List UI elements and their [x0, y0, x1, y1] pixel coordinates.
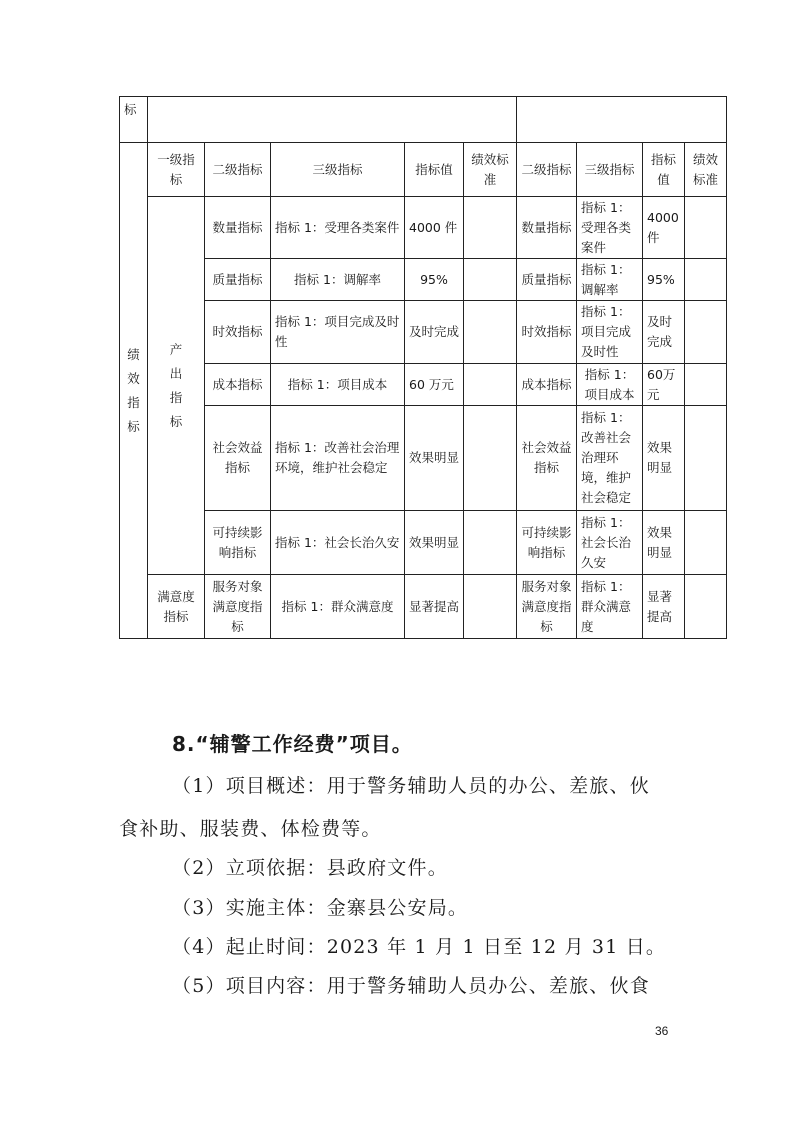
table-row [120, 511, 727, 575]
r-value-cell: 效果明显 [643, 406, 685, 511]
r-value-cell: 显著提高 [643, 575, 685, 639]
level3-cell: 指标 1：社会长治久安 [271, 511, 405, 575]
level2-cell: 服务对象满意度指标 [205, 575, 271, 639]
page-number: 36 [655, 1024, 669, 1038]
level2-cell: 成本指标 [205, 364, 271, 406]
value-cell: 效果明显 [405, 406, 464, 511]
table-row [120, 97, 727, 143]
level3-cell: 指标 1：项目成本 [271, 364, 405, 406]
r-standard-cell [685, 406, 727, 511]
table-row [120, 575, 727, 639]
r-standard-cell [685, 511, 727, 575]
header-r-value: 指标值 [643, 143, 685, 197]
section-heading: 8.“辅警工作经费”项目。 [172, 732, 413, 756]
level3-cell: 指标 1：受理各类案件 [271, 197, 405, 259]
standard-cell [464, 259, 517, 301]
r-level2-cell: 社会效益指标 [517, 406, 577, 511]
paragraph-line: （3）实施主体：金寨县公安局。 [172, 897, 469, 919]
satisfaction-level1-cell: 满意度指标 [148, 575, 205, 639]
paragraph-line: （5）项目内容：用于警务辅助人员办公、差旅、伙食 [172, 975, 650, 997]
r-level3-cell: 指标 1：调解率 [577, 259, 643, 301]
table-row [120, 259, 727, 301]
header-standard: 绩效标准 [464, 143, 517, 197]
r-level3-cell: 指标 1：社会长治久安 [577, 511, 643, 575]
standard-cell [464, 364, 517, 406]
standard-cell [464, 301, 517, 364]
paragraph-line: （1）项目概述：用于警务辅助人员的办公、差旅、伙 [172, 775, 650, 797]
r-level2-cell: 服务对象满意度指标 [517, 575, 577, 639]
table-row [120, 406, 727, 511]
paragraph-line: 食补助、服装费、体检费等。 [119, 818, 382, 840]
value-cell: 效果明显 [405, 511, 464, 575]
r-standard-cell [685, 301, 727, 364]
table-header-row [120, 143, 727, 197]
table-row [120, 301, 727, 364]
level2-cell: 时效指标 [205, 301, 271, 364]
header-r-standard: 绩效标准 [685, 143, 727, 197]
level2-cell: 质量指标 [205, 259, 271, 301]
r-standard-cell [685, 364, 727, 406]
level3-cell: 指标 1：群众满意度 [271, 575, 405, 639]
r-value-cell: 效果明显 [643, 511, 685, 575]
level2-cell: 社会效益指标 [205, 406, 271, 511]
performance-table [119, 96, 727, 639]
level2-cell: 可持续影响指标 [205, 511, 271, 575]
level3-cell: 指标 1：改善社会治理环境，维护社会稳定 [271, 406, 405, 511]
r-level2-cell: 质量指标 [517, 259, 577, 301]
row-label-cell: 标 [120, 97, 148, 143]
r-standard-cell [685, 575, 727, 639]
empty-cell [517, 97, 727, 143]
level3-cell: 指标 1：调解率 [271, 259, 405, 301]
r-value-cell: 60万元 [643, 364, 685, 406]
paragraph-line: （4）起止时间：2023 年 1 月 1 日至 12 月 31 日。 [172, 936, 667, 958]
r-value-cell: 及时完成 [643, 301, 685, 364]
table-row [120, 364, 727, 406]
header-level2: 二级指标 [205, 143, 271, 197]
table-row [120, 197, 727, 259]
standard-cell [464, 406, 517, 511]
value-cell: 显著提高 [405, 575, 464, 639]
header-r-level2: 二级指标 [517, 143, 577, 197]
standard-cell [464, 511, 517, 575]
empty-cell [148, 97, 517, 143]
r-level3-cell: 指标 1：项目成本 [577, 364, 643, 406]
value-cell: 及时完成 [405, 301, 464, 364]
r-level3-cell: 指标 1：受理各类案件 [577, 197, 643, 259]
value-cell: 95% [405, 259, 464, 301]
r-level3-cell: 指标 1：改善社会治理环境，维护社会稳定 [577, 406, 643, 511]
header-value: 指标值 [405, 143, 464, 197]
level2-cell: 数量指标 [205, 197, 271, 259]
r-value-cell: 4000件 [643, 197, 685, 259]
standard-cell [464, 575, 517, 639]
r-standard-cell [685, 197, 727, 259]
level3-cell: 指标 1：项目完成及时性 [271, 301, 405, 364]
standard-cell [464, 197, 517, 259]
r-value-cell: 95% [643, 259, 685, 301]
r-level3-cell: 指标 1：群众满意度 [577, 575, 643, 639]
r-level2-cell: 可持续影响指标 [517, 511, 577, 575]
paragraph-line: （2）立项依据：县政府文件。 [172, 857, 448, 879]
r-level2-cell: 数量指标 [517, 197, 577, 259]
r-level2-cell: 成本指标 [517, 364, 577, 406]
header-r-level3: 三级指标 [577, 143, 643, 197]
value-cell: 60 万元 [405, 364, 464, 406]
value-cell: 4000 件 [405, 197, 464, 259]
r-level3-cell: 指标 1：项目完成及时性 [577, 301, 643, 364]
r-level2-cell: 时效指标 [517, 301, 577, 364]
side-label-cell: 绩效指标 [120, 143, 148, 639]
header-level1: 一级指标 [148, 143, 205, 197]
r-standard-cell [685, 259, 727, 301]
header-level3: 三级指标 [271, 143, 405, 197]
output-label-cell: 产出指标 [148, 197, 205, 575]
